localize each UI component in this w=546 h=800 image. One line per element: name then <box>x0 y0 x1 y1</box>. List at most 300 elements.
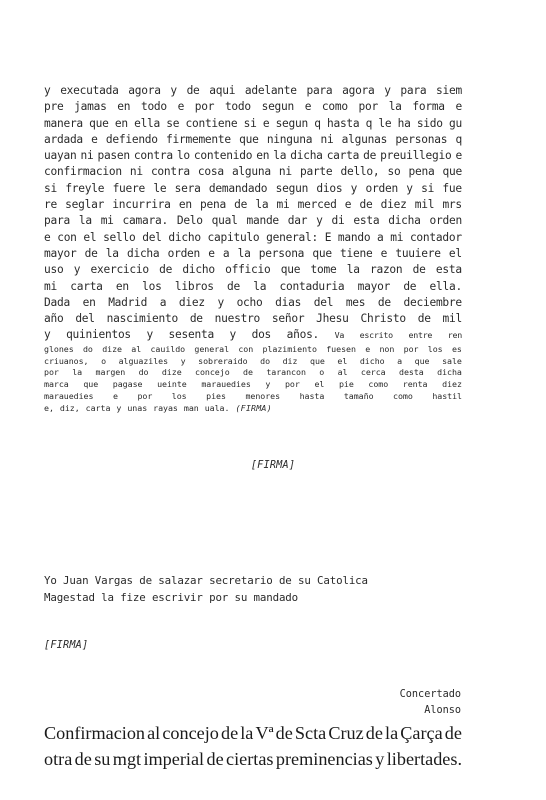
word: sello <box>103 230 136 244</box>
word: carta <box>70 279 103 293</box>
word: e <box>208 246 215 260</box>
word: la <box>105 246 119 260</box>
word: nascimiento <box>106 312 178 326</box>
word: segun <box>275 116 308 130</box>
word: y <box>406 181 413 195</box>
word: fue <box>442 181 462 195</box>
word: diez <box>380 198 407 212</box>
word: libros <box>174 279 214 293</box>
word: exercicio <box>90 263 149 277</box>
text-line <box>44 116 462 132</box>
word: re <box>44 198 57 212</box>
word: e <box>455 100 462 114</box>
word: de <box>189 312 203 326</box>
word: man <box>183 402 199 413</box>
word: hasta <box>326 116 360 130</box>
word: y <box>375 749 385 769</box>
word: manera <box>44 116 83 130</box>
word: pies <box>206 390 226 401</box>
footer-title-line-2 <box>44 746 462 772</box>
word: mes <box>345 295 366 309</box>
note-line-last <box>44 403 462 415</box>
word: contaduria <box>279 279 345 293</box>
word: los <box>427 343 443 354</box>
word: su <box>94 749 111 769</box>
word: ninguna <box>266 132 313 146</box>
word: orden <box>167 246 201 260</box>
word: contiene <box>185 116 238 130</box>
word: el <box>337 355 348 366</box>
main-text-block <box>44 83 462 415</box>
word: y <box>384 84 391 97</box>
word: tuuiere <box>395 246 441 260</box>
word: capitulo <box>207 230 260 244</box>
word: tamaño <box>343 390 374 401</box>
word: y <box>350 181 358 195</box>
word: Çarça <box>400 723 443 743</box>
word: y <box>116 402 122 413</box>
word: con <box>57 230 77 244</box>
word: gu <box>449 116 462 130</box>
word: y <box>44 84 51 97</box>
word: el <box>314 379 325 390</box>
word: cauildo <box>150 343 186 354</box>
word: y <box>180 355 186 366</box>
word: incurrira <box>112 198 171 212</box>
word: de <box>186 84 200 97</box>
word-small: ren <box>447 330 462 341</box>
word: dicha <box>290 149 323 163</box>
word: dize <box>102 343 122 354</box>
word: unas <box>127 402 148 413</box>
word: que <box>414 355 430 366</box>
word: la <box>255 198 269 212</box>
word: e <box>380 246 388 260</box>
word: en <box>115 279 129 293</box>
word: para <box>306 84 333 97</box>
word: firmemente <box>166 132 231 146</box>
word: hastil <box>432 390 462 401</box>
word: ciertas <box>226 749 274 769</box>
word: si <box>421 181 435 195</box>
word: para <box>400 84 427 97</box>
word: lo <box>176 149 190 163</box>
word: mil <box>442 312 462 326</box>
word: desta <box>399 367 424 378</box>
word: q <box>455 132 462 146</box>
word: sale <box>442 355 462 366</box>
word: en <box>117 100 131 114</box>
word: Vª <box>255 723 274 743</box>
word: marca <box>44 379 69 390</box>
word: nuestro <box>214 312 261 326</box>
word: uayan <box>44 149 77 163</box>
word: Scta <box>294 723 327 743</box>
word: freyle <box>65 181 105 195</box>
word: siem <box>436 84 462 97</box>
text-line <box>44 148 462 164</box>
word: esta <box>353 214 380 228</box>
concertado-note <box>400 687 461 719</box>
word: marauedies <box>201 379 251 390</box>
text-line <box>44 197 462 213</box>
word: y <box>229 328 237 342</box>
word: general <box>194 343 230 354</box>
word: agora <box>342 84 375 97</box>
word: contador <box>409 230 462 244</box>
word: pena <box>408 165 435 179</box>
word: la <box>72 367 83 378</box>
word: de <box>377 295 391 309</box>
word: pasen <box>97 149 130 163</box>
word: pie <box>338 379 354 390</box>
word: rayas <box>153 402 178 413</box>
word: al <box>147 723 161 743</box>
word: mi <box>100 214 114 228</box>
word: dicho <box>182 263 215 277</box>
word: mando <box>337 230 371 244</box>
word: seglar <box>65 198 105 212</box>
word: la <box>385 723 399 743</box>
word-small: escrito <box>359 330 393 341</box>
secretary-attestation <box>44 572 462 606</box>
word: el <box>83 230 97 244</box>
word: ella <box>134 116 161 130</box>
note-line <box>44 379 462 391</box>
word: por <box>44 367 59 378</box>
word: uala. <box>204 402 230 413</box>
word: personas <box>395 132 448 146</box>
word: sido <box>416 116 443 130</box>
word: e <box>44 230 51 244</box>
word: preuillegio <box>380 149 452 163</box>
word: sera <box>174 181 201 195</box>
word: como <box>368 379 389 390</box>
word: la <box>346 263 360 277</box>
note-line <box>44 344 462 356</box>
word: alguna <box>231 165 271 179</box>
text-line <box>44 230 462 246</box>
word: ha <box>397 116 411 130</box>
word: concejo <box>162 723 219 743</box>
word: y <box>170 84 177 97</box>
word: ni <box>80 149 94 163</box>
word: a <box>159 295 167 309</box>
word: mrs <box>442 198 462 212</box>
word: de <box>444 723 462 743</box>
word: para <box>44 214 70 228</box>
text-line <box>44 181 462 197</box>
word: sesenta <box>168 328 214 342</box>
text-line <box>44 83 462 99</box>
firma-center: [FIRMA] <box>250 460 296 471</box>
word: la <box>273 149 287 163</box>
word: fuere <box>112 181 145 195</box>
word: ardada <box>44 132 83 146</box>
word: por <box>284 379 300 390</box>
word: diez <box>442 379 462 390</box>
word: a <box>222 246 230 260</box>
word: le <box>153 181 167 195</box>
word: Confirmacion <box>44 723 146 743</box>
word: criuanos, <box>44 355 89 366</box>
word: dicho <box>359 355 385 366</box>
word: do <box>138 367 149 378</box>
word: e <box>262 116 270 130</box>
word: segun <box>261 100 295 114</box>
word: officio <box>225 263 271 277</box>
word: cosa <box>197 165 224 179</box>
word: que <box>83 379 99 390</box>
word: al <box>337 367 348 378</box>
word: la <box>388 100 402 114</box>
word: merced <box>297 198 337 212</box>
word: persona <box>258 246 305 260</box>
word: por <box>194 100 215 114</box>
word: so <box>387 165 401 179</box>
word: en <box>178 198 192 212</box>
word: y <box>316 214 323 228</box>
word: del <box>313 295 334 309</box>
word: ni <box>129 165 143 179</box>
word-small: entre <box>408 330 433 341</box>
word: como <box>321 100 348 114</box>
word: dos <box>251 328 272 342</box>
word: uso <box>44 263 64 277</box>
text-line <box>44 295 462 311</box>
word: glones <box>44 343 74 354</box>
word: que <box>312 246 332 260</box>
word: esta <box>435 263 462 277</box>
word: Madrid <box>108 295 148 309</box>
word: de <box>412 263 426 277</box>
word: mi <box>390 230 404 244</box>
word: los <box>142 279 162 293</box>
word: dello, <box>340 165 380 179</box>
text-line <box>44 99 462 115</box>
word: e <box>112 390 118 401</box>
word: e <box>365 343 371 354</box>
word: carta <box>326 149 360 163</box>
word: e, <box>44 402 54 413</box>
word: el <box>448 246 462 260</box>
text-line <box>44 246 462 262</box>
word: e <box>91 132 98 146</box>
word: dios <box>316 181 343 195</box>
word: en <box>114 116 128 130</box>
word: ocho <box>236 295 263 309</box>
word: contra <box>150 165 190 179</box>
word: por <box>137 390 153 401</box>
word: o <box>319 367 325 378</box>
text-line <box>44 311 462 327</box>
word: e <box>344 198 352 212</box>
firma-left: [FIRMA] <box>44 640 89 651</box>
word: de <box>365 723 383 743</box>
word: Delo <box>176 214 203 228</box>
word: defiendo <box>105 132 158 146</box>
text-line <box>44 132 462 148</box>
word: non <box>379 343 395 354</box>
word: de <box>227 279 241 293</box>
word: ni <box>278 165 292 179</box>
word: mgt <box>112 749 142 769</box>
word: Jhesu <box>316 312 349 326</box>
word: que <box>310 355 325 366</box>
word: y <box>44 328 51 342</box>
word: todo <box>224 100 251 114</box>
word: de <box>403 279 417 293</box>
word: aqui <box>209 84 236 97</box>
word: adelante <box>244 84 297 97</box>
word: los <box>171 390 187 401</box>
text-line <box>44 164 462 180</box>
word: e <box>304 100 312 114</box>
word: de <box>159 263 173 277</box>
word: de <box>363 149 377 163</box>
word: orden <box>365 181 398 195</box>
word: forma <box>412 100 445 114</box>
word: en <box>82 295 96 309</box>
word: señor <box>271 312 305 326</box>
word: E <box>324 230 332 244</box>
word-small: Va <box>334 330 345 341</box>
word: Cruz <box>328 723 364 743</box>
word: jamas <box>74 100 107 114</box>
word: la <box>240 723 254 743</box>
word: sobreraido <box>198 355 248 366</box>
word: camara. <box>122 214 168 228</box>
concertado-name: Alonso <box>424 705 461 716</box>
footer-title <box>44 720 462 772</box>
word: y <box>73 263 81 277</box>
word: quinientos <box>66 328 131 342</box>
word: margen <box>95 367 126 378</box>
note-line <box>44 367 462 379</box>
word: executada <box>60 84 119 97</box>
word: dicha <box>388 214 421 228</box>
footer-title-line-1 <box>44 720 462 746</box>
word: le <box>378 116 392 130</box>
word: la <box>78 214 92 228</box>
word: orden <box>429 214 462 228</box>
word: preminencias <box>275 749 373 769</box>
word: Christo <box>360 312 406 326</box>
word: concejo <box>195 367 230 378</box>
word: q <box>365 116 373 130</box>
word: si <box>44 181 57 195</box>
word: alguaziles <box>118 355 169 366</box>
word: carta <box>85 402 111 413</box>
word: de <box>243 367 253 378</box>
word: mayor <box>44 246 77 260</box>
word: de <box>206 749 224 769</box>
word: contra <box>133 149 173 163</box>
word: parte <box>299 165 333 179</box>
word: libertades. <box>386 749 462 769</box>
word: confirmacion <box>44 165 122 179</box>
word: dar <box>287 214 308 228</box>
word: que <box>89 116 109 130</box>
word: de <box>220 723 239 743</box>
word: general: <box>266 230 318 244</box>
word: al <box>131 343 142 354</box>
word: agora <box>128 84 161 97</box>
word: en <box>256 149 270 163</box>
word: mi <box>276 198 290 212</box>
text-line-mixed <box>44 327 462 343</box>
word: como <box>393 390 413 401</box>
word: di <box>331 214 345 228</box>
firma-inline: (FIRMA) <box>235 402 272 413</box>
text-line <box>44 213 462 229</box>
word: ella. <box>429 279 462 293</box>
word: del <box>75 312 95 326</box>
word: de <box>234 198 248 212</box>
word: fuesen <box>326 343 356 354</box>
word: plazimiento <box>262 343 317 354</box>
word: tiene <box>340 246 373 260</box>
word: por <box>403 343 419 354</box>
word: mayor <box>357 279 391 293</box>
word: que <box>239 132 259 146</box>
word: do <box>82 343 93 354</box>
word: a <box>397 355 403 366</box>
word: renta <box>402 379 428 390</box>
word: pena <box>200 198 226 212</box>
word: segun <box>275 181 309 195</box>
word: pre <box>44 100 64 114</box>
word: de <box>84 246 98 260</box>
word: a <box>377 230 384 244</box>
word: ni <box>320 132 334 146</box>
word: tarancon <box>266 367 306 378</box>
concertado-label: Concertado <box>399 689 461 700</box>
word: es <box>451 343 462 354</box>
word: contenido <box>193 149 253 163</box>
word: qual <box>211 214 238 228</box>
word: dias <box>275 295 302 309</box>
word: de <box>417 312 431 326</box>
word: dize <box>161 367 182 378</box>
word: del <box>142 230 162 244</box>
word: tome <box>310 263 337 277</box>
note-line <box>44 391 462 403</box>
word: y <box>146 328 153 342</box>
word: pagase <box>112 379 143 390</box>
secretary-line: Yo Juan Vargas de salazar secretario de su Catolica <box>44 574 368 587</box>
note-line <box>44 356 462 368</box>
word: por <box>358 100 378 114</box>
word: diez <box>178 295 205 309</box>
word: cerca <box>360 367 386 378</box>
word: menores <box>245 390 281 401</box>
word: que <box>280 263 301 277</box>
word: otra <box>44 749 73 769</box>
word: todo <box>140 100 167 114</box>
word: do <box>260 355 271 366</box>
word: que <box>442 165 462 179</box>
word: años. <box>286 328 320 342</box>
word: Dada <box>44 295 70 309</box>
word: e <box>177 100 185 114</box>
word: la <box>253 279 267 293</box>
word: y <box>265 379 271 390</box>
word: y <box>217 295 224 309</box>
word: dicho <box>168 230 201 244</box>
text-line <box>44 279 462 295</box>
word: e <box>455 149 462 163</box>
